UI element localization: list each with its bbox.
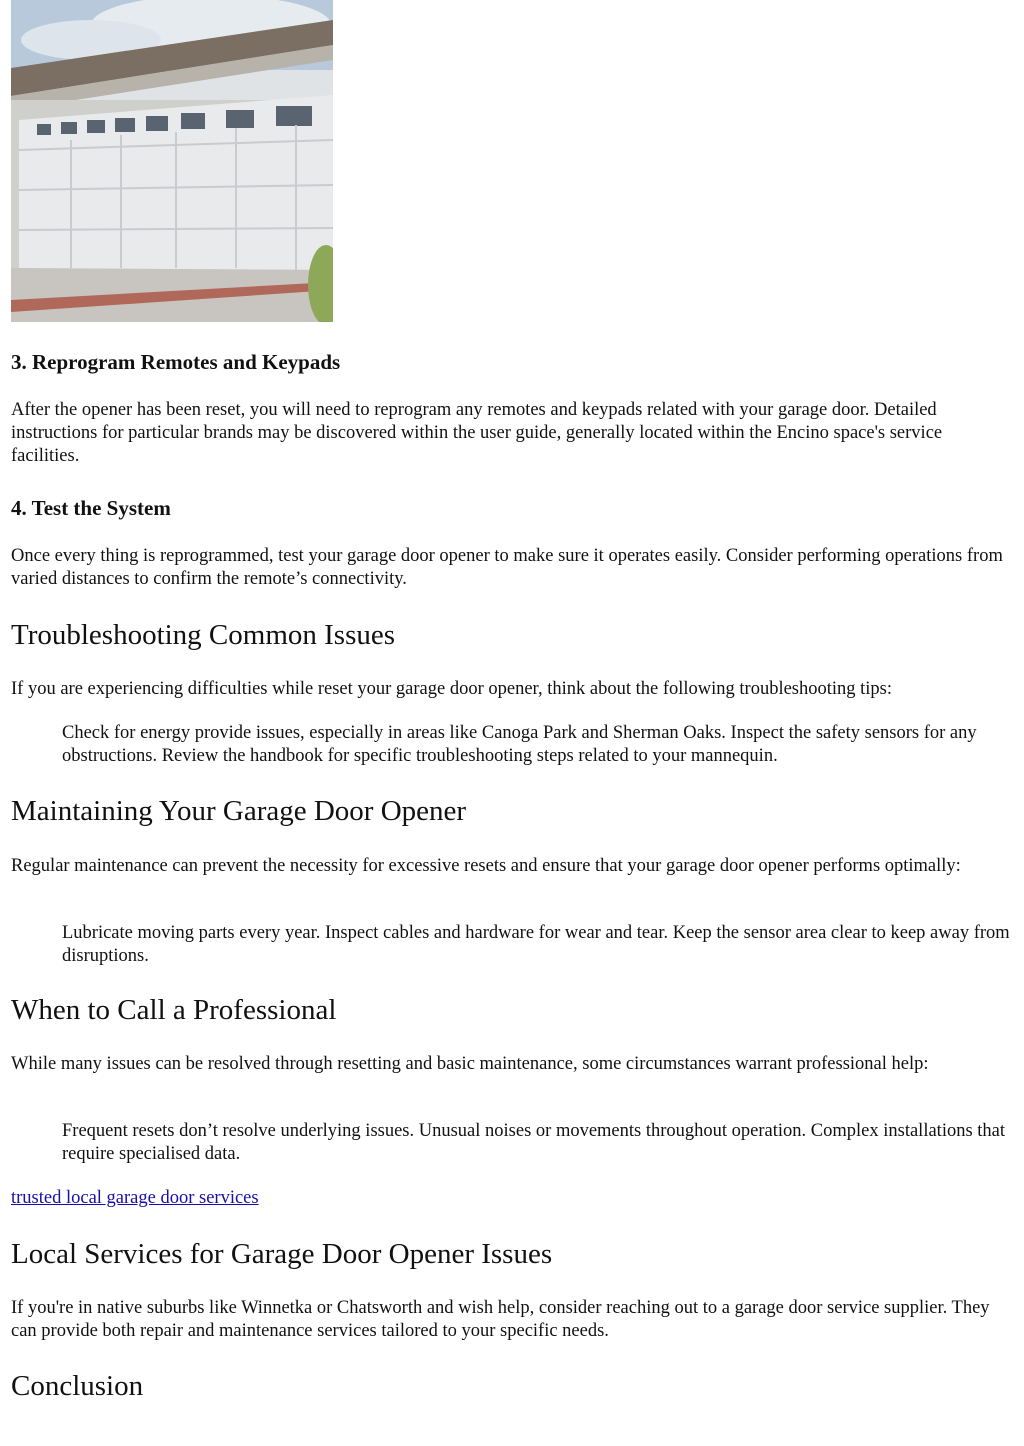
- local-services-heading: Local Services for Garage Door Opener Issues: [11, 1238, 553, 1270]
- test-heading: 4. Test the System: [11, 496, 171, 520]
- maintaining-tips: Lubricate moving parts every year. Inspect cables and hardware for wear and tear. Keep the sensor area clear to keep away from disruptions.: [62, 923, 1010, 966]
- garage-door-illustration: [11, 0, 333, 322]
- garage-door-photo: [11, 0, 333, 322]
- maintaining-paragraph: Regular maintenance can prevent the necessity for excessive resets and ensure that your garage door opener performs optimally:: [11, 856, 961, 876]
- reprogram-heading: 3. Reprogram Remotes and Keypads: [11, 350, 341, 374]
- test-paragraph: Once every thing is reprogrammed, test your garage door opener to make sure it operates easily. Consider performing operations from varied distances to confirm the remote’s connectivity.: [11, 546, 1003, 589]
- trusted-services-link[interactable]: trusted local garage door services: [11, 1188, 259, 1208]
- article: [11, 0, 1011, 1402]
- professional-tips: Frequent resets don’t resolve underlying issues. Unusual noises or movements throughout operation. Complex installations that require specialised data.: [62, 1121, 1006, 1164]
- conclusion-heading: Conclusion: [11, 1370, 144, 1402]
- reprogram-paragraph: After the opener has been reset, you will need to reprogram any remotes and keypads related with your garage door. Detailed instructions for particular brands may be discovered within the user guide, generally located within the Encino space's service facilities.: [11, 400, 943, 466]
- troubleshooting-heading: Troubleshooting Common Issues: [11, 619, 396, 651]
- local-services-paragraph: If you're in native suburbs like Winnetka or Chatsworth and wish help, consider reaching out to a garage door service supplier. They can provide both repair and maintenance services tailored to your specific needs.: [11, 1298, 990, 1341]
- troubleshooting-paragraph: If you are experiencing difficulties while reset your garage door opener, think about the following troubleshooting tips:: [11, 679, 893, 699]
- professional-paragraph: While many issues can be resolved through resetting and basic maintenance, some circumstances warrant professional help:: [11, 1054, 929, 1074]
- professional-heading: When to Call a Professional: [11, 994, 337, 1026]
- troubleshooting-tips: Check for energy provide issues, especially in areas like Canoga Park and Sherman Oaks. Inspect the safety sensors for any obstructions. Review the handbook for specific troubleshooting steps related to your mannequin.: [62, 723, 977, 766]
- maintaining-heading: Maintaining Your Garage Door Opener: [11, 795, 467, 827]
